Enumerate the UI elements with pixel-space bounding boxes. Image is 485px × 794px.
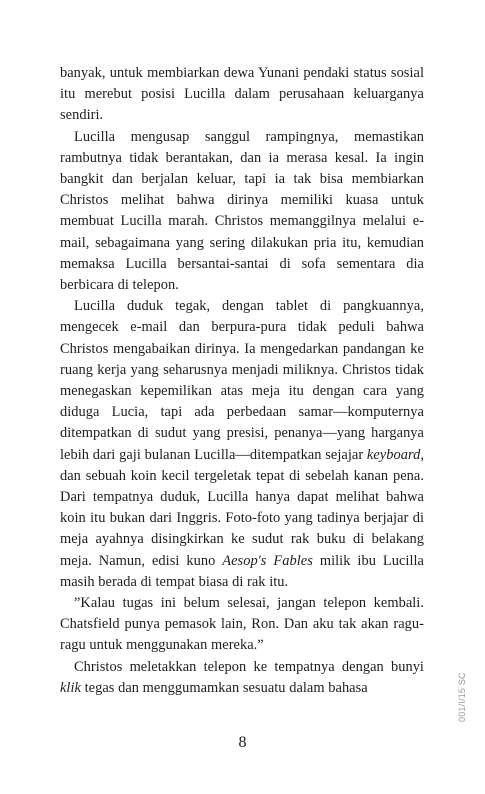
- italic-term: keyboard: [366, 446, 421, 463]
- text-run: , dan sebuah koin kecil tergeletak tepat di sebelah kanan pena. Dari tempatnya duduk, Lucilla hanya dapat melihat bahwa koin itu bukan dari Inggris. Foto-foto yang tadinya berjajar di meja ayahnya disingkirkan ke sudut rak buku di belakang meja. Namun, edisi kuno: [60, 446, 424, 569]
- text-run: banyak, untuk membiarkan dewa Yunani pendaki status sosial itu merebut posisi Lucilla dalam perusahaan keluarganya sendiri.: [60, 65, 424, 124]
- text-run: tegas dan menggumamkan sesuatu dalam bahasa: [80, 679, 368, 696]
- text-run: ”Kalau tugas ini belum selesai, jangan telepon kembali. Chatsfield punya pemasok lain, Ron. Dan aku tak akan ragu-ragu untuk menggunakan mereka.”: [60, 595, 424, 654]
- paragraph: [60, 63, 424, 127]
- italic-term: klik: [60, 679, 81, 696]
- paragraph: [60, 296, 424, 593]
- print-code: 001/I/15 SC: [457, 672, 467, 722]
- paragraph: [60, 657, 424, 699]
- italic-term: Aesop's Fables: [222, 552, 313, 569]
- body-text: [60, 63, 424, 699]
- page-number: 8: [238, 734, 247, 751]
- paragraph: [60, 127, 424, 297]
- paragraph: [60, 593, 424, 657]
- text-run: Lucilla mengusap sanggul rampingnya, memastikan rambutnya tidak berantakan, dan ia merasa kesal. Ia ingin bangkit dan berjalan keluar, tapi ia tak bisa membiarkan Christos melihat bahwa dirinya memiliki kuasa untuk membuat Lucilla marah. Christos memanggilnya melalui e-mail, sebagaimana yang sering dilakukan pria itu, kemudian memaksa Lucilla bersantai-santai di sofa sementara dia berbicara di telepon.: [60, 128, 424, 294]
- text-run: milik ibu Lucilla masih berada di tempat biasa di rak itu.: [60, 552, 424, 590]
- text-run: Christos meletakkan telepon ke tempatnya dengan bunyi: [74, 658, 424, 675]
- text-run: Lucilla duduk tegak, dengan tablet di pangkuannya, mengecek e-mail dan berpura-pura tidak peduli bahwa Christos mengabaikan dirinya. Ia mengedarkan pandangan ke ruang kerja yang seharusnya menjadi miliknya. Christos tidak menegaskan kepemilikan atas meja itu dengan cara yang diduga Lucia, tapi ada perbedaan samar—komputernya ditempatkan di sudut yang presisi, penanya—yang harganya lebih dari gaji bulanan Lucilla—ditempatkan sejajar: [60, 298, 424, 463]
